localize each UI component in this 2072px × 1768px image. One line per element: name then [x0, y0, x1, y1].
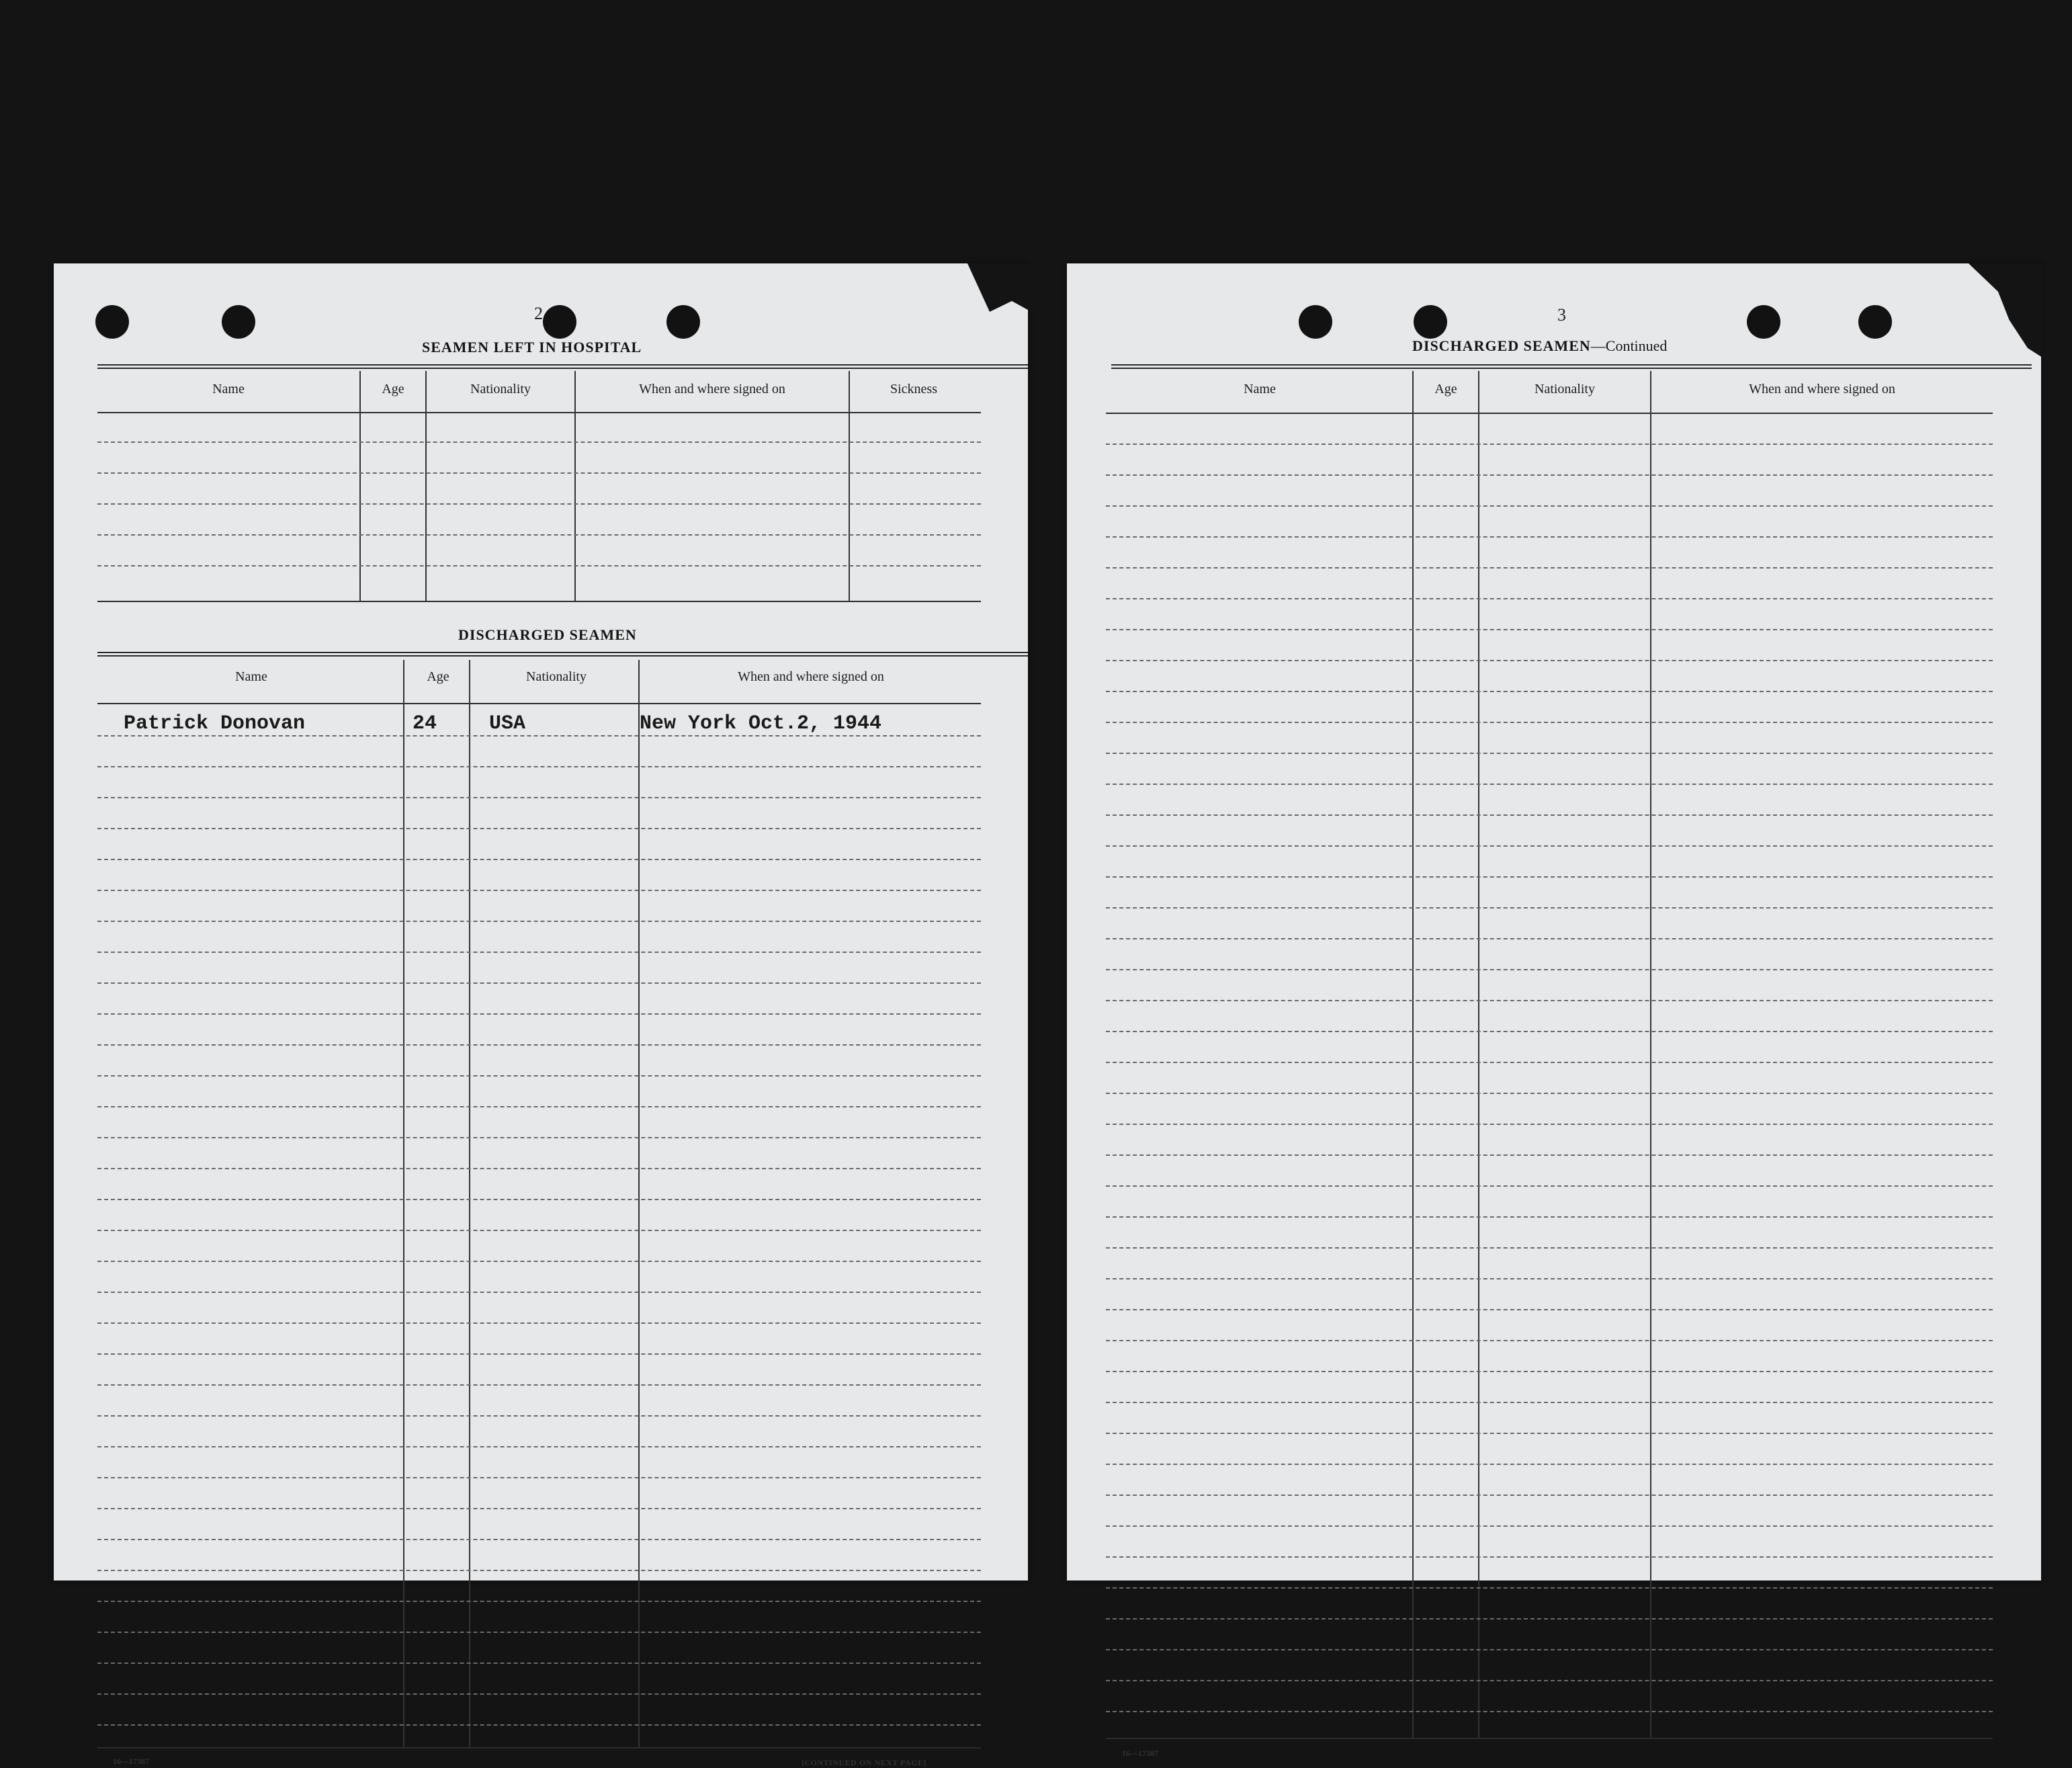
entry-line [97, 1106, 981, 1107]
col-header-name: Name [1244, 382, 1276, 396]
col-header-nationality: Nationality [526, 669, 587, 684]
entry-line [97, 1044, 981, 1046]
column-divider [1478, 371, 1479, 1738]
entry-line [1106, 938, 1993, 939]
entry-line [97, 797, 981, 798]
entry-line [1106, 629, 1993, 630]
entry-line [97, 890, 981, 891]
entry-line [1106, 969, 1993, 970]
entry-line [1106, 753, 1993, 754]
column-divider [403, 660, 404, 1747]
entry-line [1106, 1525, 1993, 1527]
entry-line [97, 1539, 981, 1540]
continued-note: [CONTINUED ON NEXT PAGE] [802, 1758, 926, 1767]
table-bottom-rule [97, 601, 981, 602]
entry-line [97, 1137, 981, 1138]
entry-line [97, 859, 981, 860]
entry-line [1106, 784, 1993, 785]
column-divider [638, 660, 640, 1747]
entry-line [1106, 876, 1993, 878]
col-header-nationality: Nationality [470, 382, 531, 396]
seaman-nationality: USA [489, 712, 526, 735]
entry-line [1106, 1556, 1993, 1558]
entry-line [97, 921, 981, 922]
entry-line [97, 1601, 981, 1602]
entry-line [1106, 1216, 1993, 1218]
entry-line [1106, 1093, 1993, 1094]
entry-line [97, 1632, 981, 1633]
entry-line [97, 503, 981, 505]
entry-line [1106, 814, 1993, 816]
entry-line [97, 1075, 981, 1077]
col-header-signed-on: When and where signed on [639, 382, 785, 396]
col-header-age: Age [427, 669, 449, 684]
section-title-suffix: —Continued [1590, 337, 1668, 354]
punch-hole [1299, 305, 1332, 339]
punch-hole [1858, 305, 1892, 339]
entry-line [97, 1353, 981, 1355]
col-header-age: Age [1434, 382, 1457, 396]
col-header-name: Name [235, 669, 267, 684]
entry-line [97, 441, 981, 443]
entry-line [1106, 722, 1993, 723]
column-divider [469, 660, 470, 1747]
entry-line [97, 982, 981, 984]
entry-line [97, 1508, 981, 1509]
entry-line [97, 534, 981, 536]
entry-line [97, 1693, 981, 1695]
entry-line [97, 1570, 981, 1571]
entry-line [1106, 505, 1993, 507]
table-bottom-rule [97, 1747, 981, 1749]
punch-hole [95, 305, 129, 339]
entry-line [1106, 1031, 1993, 1032]
hospital-section-title: SEAMEN LEFT IN HOSPITAL [422, 339, 642, 355]
punch-hole [1747, 305, 1780, 339]
entry-line [1106, 444, 1993, 445]
entry-line [1106, 1124, 1993, 1125]
entry-line [1106, 1464, 1993, 1465]
entry-line [97, 1384, 981, 1386]
table-bottom-rule [1106, 1738, 1993, 1739]
seaman-name: Patrick Donovan [124, 712, 306, 735]
entry-line [97, 952, 981, 953]
seaman-signed-on: New York Oct.2, 1944 [640, 712, 882, 735]
entry-line [1106, 845, 1993, 847]
col-header-nationality: Nationality [1535, 382, 1595, 396]
entry-line [97, 1415, 981, 1417]
col-header-signed-on: When and where signed on [738, 669, 884, 684]
entry-line [97, 472, 981, 474]
entry-line [1106, 1371, 1993, 1372]
column-divider [1650, 371, 1651, 1738]
entry-line [1106, 1618, 1993, 1619]
punch-hole [666, 305, 700, 339]
page-number: 3 [1557, 305, 1566, 325]
column-divider [1412, 371, 1414, 1738]
entry-line [1106, 1185, 1993, 1187]
header-underline [1106, 413, 1993, 414]
punch-hole [543, 305, 576, 339]
entry-line [97, 1261, 981, 1262]
col-header-sickness: Sickness [890, 382, 937, 396]
entry-line [1106, 598, 1993, 599]
form-code: 16—17387 [113, 1757, 149, 1766]
entry-line [97, 565, 981, 566]
punch-hole [1414, 305, 1447, 339]
discharged-continued-title [1412, 337, 1667, 355]
page-number: 2 [534, 304, 543, 323]
table-top-rule [1111, 364, 2032, 369]
entry-line [97, 828, 981, 829]
entry-line [97, 1446, 981, 1447]
entry-line [97, 1199, 981, 1200]
section-title-main: DISCHARGED SEAMEN [1412, 337, 1591, 354]
entry-line [1106, 1587, 1993, 1589]
entry-line [97, 1322, 981, 1324]
entry-line [1106, 691, 1993, 692]
entry-line [1106, 1680, 1993, 1681]
entry-line [1106, 567, 1993, 569]
entry-line [1106, 1247, 1993, 1249]
right-form-page [1067, 263, 2041, 1758]
entry-line [1106, 1000, 1993, 1001]
discharged-section-title: DISCHARGED SEAMEN [458, 626, 637, 643]
entry-line [1106, 1711, 1993, 1712]
entry-line [97, 1013, 981, 1015]
table-top-rule [97, 652, 1028, 657]
header-underline [97, 703, 981, 704]
entry-line [97, 735, 981, 736]
form-code: 16—17387 [1122, 1749, 1158, 1758]
entry-line [1106, 1340, 1993, 1341]
entry-line [1106, 474, 1993, 476]
table-top-rule [97, 364, 1028, 369]
entry-line [97, 1662, 981, 1664]
entry-line [1106, 1433, 1993, 1434]
entry-line [97, 1168, 981, 1169]
seaman-age: 24 [413, 712, 437, 735]
entry-line [1106, 660, 1993, 661]
entry-line [1106, 1402, 1993, 1403]
entry-line [97, 1292, 981, 1293]
entry-line [1106, 907, 1993, 909]
entry-line [1106, 1278, 1993, 1279]
entry-line [97, 1477, 981, 1478]
left-form-page [54, 263, 1028, 1767]
col-header-name: Name [212, 382, 245, 396]
entry-line [1106, 536, 1993, 538]
entry-line [1106, 1649, 1993, 1650]
entry-line [1106, 1309, 1993, 1310]
entry-line [1106, 1062, 1993, 1063]
entry-line [97, 766, 981, 767]
punch-hole [222, 305, 255, 339]
entry-line [1106, 1154, 1993, 1156]
entry-line [97, 1724, 981, 1726]
entry-line [1106, 1495, 1993, 1496]
col-header-age: Age [382, 382, 404, 396]
entry-line [97, 1230, 981, 1231]
col-header-signed-on: When and where signed on [1749, 382, 1895, 396]
